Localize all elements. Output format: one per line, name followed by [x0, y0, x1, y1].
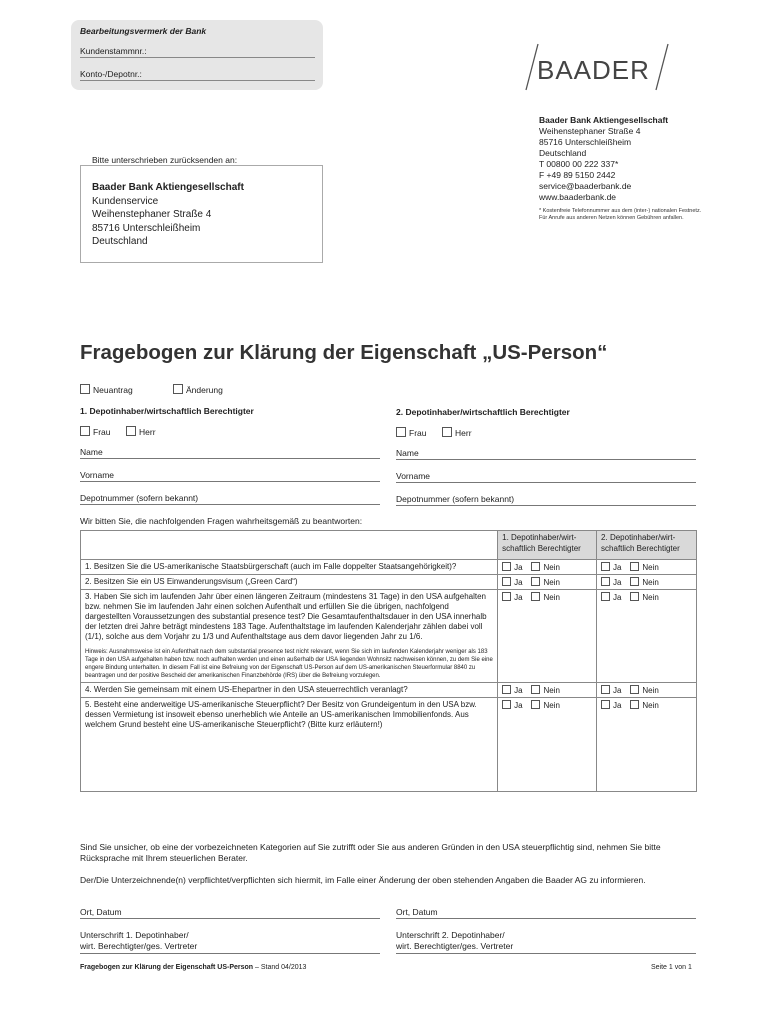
- table-row: [81, 560, 697, 575]
- yes-label: Ja: [613, 578, 622, 587]
- yes-label: Ja: [613, 593, 622, 602]
- table-row: [81, 575, 697, 590]
- send-to-line4: 85716 Unterschleißheim: [92, 222, 201, 234]
- bank-fax: F +49 89 5150 2442: [539, 170, 616, 180]
- question-3-hint: Hinweis: Ausnahmsweise ist ein Aufenthalt nach dem substantial presence test nicht relevant, wenn Sie sich im laufenden Kalenderjahr weniger als 183 Tage in den USA aufgehalten haben bzw. noch aufhalten werden und einen außerhalb der USA liegenden Wohnsitz nachweisen können, zu dem Sie eine engere Bindung unterhalten. In diesem Fall ist eine Befreiung von der Eigenschaft US-Person auf dem US-amerikanischen Steuerformular 8840 zu beantragen und der positive Bescheid der amerikanischen Finanzbehörde (IRS) über die Befreiung vorzulegen.: [85, 649, 493, 679]
- option-change[interactable]: [173, 384, 223, 395]
- bank-address: [539, 115, 709, 203]
- holder2-firstname-field[interactable]: Vorname: [396, 471, 696, 483]
- bank-street: Weihenstephaner Straße 4: [539, 126, 641, 136]
- q4-h1-yes-checkbox[interactable]: [502, 685, 511, 694]
- question-3: [81, 590, 498, 683]
- footer-version: – Stand 04/2013: [253, 964, 307, 971]
- q3-h1-yes-checkbox[interactable]: [502, 592, 511, 601]
- q1-holder2-answers: [597, 560, 697, 575]
- yes-label: Ja: [514, 701, 523, 710]
- q2-h2-no-checkbox[interactable]: [630, 577, 639, 586]
- q5-h1-no-checkbox[interactable]: [531, 700, 540, 709]
- holder2-mrs-checkbox[interactable]: [396, 427, 406, 437]
- signature-1-line1: Unterschrift 1. Depotinhaber/: [80, 930, 189, 940]
- no-label: Nein: [642, 701, 659, 710]
- table-header-row: [81, 531, 697, 560]
- q3-h1-no-checkbox[interactable]: [531, 592, 540, 601]
- holder2-depot-field[interactable]: Depotnummer (sofern bekannt): [396, 494, 696, 506]
- header-holder1: 1. Depotinhaber/wirt-schaftlich Berechtigter: [498, 531, 597, 560]
- bank-city: 85716 Unterschleißheim: [539, 137, 632, 147]
- change-checkbox[interactable]: [173, 384, 183, 394]
- account-number-field[interactable]: Konto-/Depotnr.:: [80, 69, 315, 81]
- holder1-mrs-checkbox[interactable]: [80, 426, 90, 436]
- bank-country: Deutschland: [539, 148, 587, 158]
- signature-2-line1: Unterschrift 2. Depotinhaber/: [396, 930, 505, 940]
- send-to-address: [92, 181, 244, 249]
- q5-h2-yes-checkbox[interactable]: [601, 700, 610, 709]
- logo-text: BAADER: [537, 55, 650, 85]
- question-2: 2. Besitzen Sie ein US Einwanderungsvisum („Green Card“): [81, 575, 498, 590]
- q4-h2-no-checkbox[interactable]: [630, 685, 639, 694]
- signature-1-field[interactable]: [80, 930, 380, 954]
- baader-logo: [512, 40, 672, 94]
- q2-h1-yes-checkbox[interactable]: [502, 577, 511, 586]
- holder2-mr-option[interactable]: [442, 427, 472, 438]
- signature-1-line2: wirt. Berechtigter/ges. Vertreter: [80, 941, 198, 951]
- no-label: Nein: [543, 563, 560, 572]
- intro-text: Wir bitten Sie, die nachfolgenden Fragen wahrheitsgemäß zu beantworten:: [80, 516, 363, 526]
- obligation-note: Der/Die Unterzeichnende(n) verpflichtet/verpflichten sich hiermit, im Falle einer Änderung der oben stehenden Angaben die Baader AG zu informieren.: [80, 875, 646, 885]
- q1-holder1-answers: [498, 560, 597, 575]
- send-to-label: Bitte unterschrieben zurücksenden an:: [92, 155, 238, 165]
- q1-h2-yes-checkbox[interactable]: [601, 562, 610, 571]
- no-label: Nein: [642, 563, 659, 572]
- holder2-heading: 2. Depotinhaber/wirtschaftlich Berechtigter: [396, 407, 570, 417]
- page-title: Fragebogen zur Klärung der Eigenschaft „US-Person“: [80, 341, 608, 364]
- question-1: 1. Besitzen Sie die US-amerikanische Staatsbürgerschaft (auch im Falle doppelter Staatsangehörigkeit)?: [81, 560, 498, 575]
- holder1-firstname-field[interactable]: Vorname: [80, 470, 380, 482]
- holder2-mrs-label: Frau: [409, 428, 427, 438]
- yes-label: Ja: [514, 578, 523, 587]
- holder1-heading: 1. Depotinhaber/wirtschaftlich Berechtigter: [80, 406, 254, 416]
- footer-doc-title: [80, 964, 306, 971]
- place-date-2-field[interactable]: Ort, Datum: [396, 907, 696, 919]
- q2-h1-no-checkbox[interactable]: [531, 577, 540, 586]
- holder1-mrs-label: Frau: [93, 427, 111, 437]
- q1-h1-yes-checkbox[interactable]: [502, 562, 511, 571]
- no-label: Nein: [543, 686, 560, 695]
- table-row: [81, 683, 697, 698]
- signature-2-line2: wirt. Berechtigter/ges. Vertreter: [396, 941, 514, 951]
- holder1-name-field[interactable]: Name: [80, 447, 380, 459]
- q4-h1-no-checkbox[interactable]: [531, 685, 540, 694]
- q3-holder2-answers: [597, 590, 697, 683]
- q3-holder1-answers: [498, 590, 597, 683]
- q4-holder2-answers: [597, 683, 697, 698]
- q2-holder1-answers: [498, 575, 597, 590]
- send-to-line1: Baader Bank Aktiengesellschaft: [92, 182, 244, 193]
- q5-holder2-answers: [597, 698, 697, 792]
- question-5[interactable]: 5. Besteht eine anderweitige US-amerikanische Steuerpflicht? Der Besitz von Grundeigentum in den USA bzw. dessen Vermietung ist insoweit ebenso unerheblich wie Anteile an US-amerikanischen Immobilienfonds. Aus welchem Grund besteht eine US-amerikanische Steuerpflicht? (Bitte kurz erläutern!): [81, 698, 498, 792]
- yes-label: Ja: [613, 563, 622, 572]
- holder2-name-field[interactable]: Name: [396, 448, 696, 460]
- holder1-mr-checkbox[interactable]: [126, 426, 136, 436]
- bank-processing-title: Bearbeitungsvermerk der Bank: [80, 26, 207, 36]
- q3-h2-no-checkbox[interactable]: [630, 592, 639, 601]
- holder1-mr-option[interactable]: [126, 426, 156, 437]
- yes-label: Ja: [613, 686, 622, 695]
- holder1-mrs-option[interactable]: [80, 426, 110, 437]
- q3-h2-yes-checkbox[interactable]: [601, 592, 610, 601]
- change-label: Änderung: [186, 385, 223, 395]
- yes-label: Ja: [613, 701, 622, 710]
- footer-page-number: Seite 1 von 1: [651, 964, 692, 971]
- holder2-mr-label: Herr: [455, 428, 472, 438]
- table-row: [81, 698, 697, 792]
- signature-2-field[interactable]: [396, 930, 696, 954]
- bank-phone: T 00800 00 222 337*: [539, 159, 619, 169]
- question-3-text: 3. Haben Sie sich im laufenden Jahr über einen längeren Zeitraum (mindestens 31 Tage) in den USA aufgehalten bzw. nehmen Sie im laufenden Jahr einen solchen Aufenthalt und erfüllen Sie die übrigen, nachfolgend dargestellten Voraussetzungen des substantial presence test? Die Gesamtaufenthaltsdauer in den USA innerhalb der letzten drei Jahre beträgt mindestens 183 Tage. Aufenthaltstage im laufenden Kalenderjahr zählen dabei voll (1/1), solche aus dem Vorjahr zu 1/3 und Aufenthaltstage aus dem davor liegenden Jahr zu 1/6.: [85, 592, 487, 641]
- holder2-mrs-option[interactable]: [396, 427, 426, 438]
- no-label: Nein: [543, 578, 560, 587]
- bank-email[interactable]: service@baaderbank.de: [539, 181, 632, 191]
- no-label: Nein: [642, 578, 659, 587]
- holder1-mr-label: Herr: [139, 427, 156, 437]
- q5-holder1-answers: [498, 698, 597, 792]
- q2-h2-yes-checkbox[interactable]: [601, 577, 610, 586]
- no-label: Nein: [642, 686, 659, 695]
- table-row: [81, 590, 697, 683]
- option-new[interactable]: [80, 384, 133, 395]
- tax-advisor-note: Sind Sie unsicher, ob eine der vorbezeichneten Kategorien auf Sie zutrifft oder Sie aus anderen Gründen in den USA steuerpflichtig sind, nehmen Sie bitte Rücksprache mit Ihrem steuerlichen Berater.: [80, 842, 661, 863]
- questions-table: [80, 530, 697, 792]
- q1-h1-no-checkbox[interactable]: [531, 562, 540, 571]
- header-holder2: 2. Depotinhaber/wirt-schaftlich Berechtigter: [597, 531, 697, 560]
- no-label: Nein: [543, 593, 560, 602]
- new-application-checkbox[interactable]: [80, 384, 90, 394]
- footer-title-bold: Fragebogen zur Klärung der Eigenschaft US-Person: [80, 964, 254, 971]
- holder1-depot-field[interactable]: Depotnummer (sofern bekannt): [80, 493, 380, 505]
- send-to-line3: Weihenstephaner Straße 4: [92, 209, 212, 220]
- bank-name: Baader Bank Aktiengesellschaft: [539, 115, 669, 125]
- no-label: Nein: [642, 593, 659, 602]
- send-to-line5: Deutschland: [92, 236, 148, 247]
- q2-holder2-answers: [597, 575, 697, 590]
- new-application-label: Neuantrag: [93, 385, 133, 395]
- holder2-mr-checkbox[interactable]: [442, 427, 452, 437]
- q1-h2-no-checkbox[interactable]: [630, 562, 639, 571]
- question-4: 4. Werden Sie gemeinsam mit einem US-Ehepartner in den USA steuerrechtlich veranlagt?: [81, 683, 498, 698]
- no-label: Nein: [543, 701, 560, 710]
- customer-number-field[interactable]: Kundenstammnr.:: [80, 46, 315, 58]
- q5-h2-no-checkbox[interactable]: [630, 700, 639, 709]
- send-to-line2: Kundenservice: [92, 195, 159, 207]
- header-blank-cell: [81, 531, 498, 560]
- yes-label: Ja: [514, 686, 523, 695]
- yes-label: Ja: [514, 593, 523, 602]
- q4-holder1-answers: [498, 683, 597, 698]
- yes-label: Ja: [514, 563, 523, 572]
- q5-h1-yes-checkbox[interactable]: [502, 700, 511, 709]
- q4-h2-yes-checkbox[interactable]: [601, 685, 610, 694]
- place-date-1-field[interactable]: Ort, Datum: [80, 907, 380, 919]
- phone-footnote: * Kostenfreie Telefonnummer aus dem (inter-) nationalen Festnetz. Für Anrufe aus anderen Netzen können Gebühren anfallen.: [539, 208, 702, 221]
- bank-web[interactable]: www.baaderbank.de: [539, 192, 617, 202]
